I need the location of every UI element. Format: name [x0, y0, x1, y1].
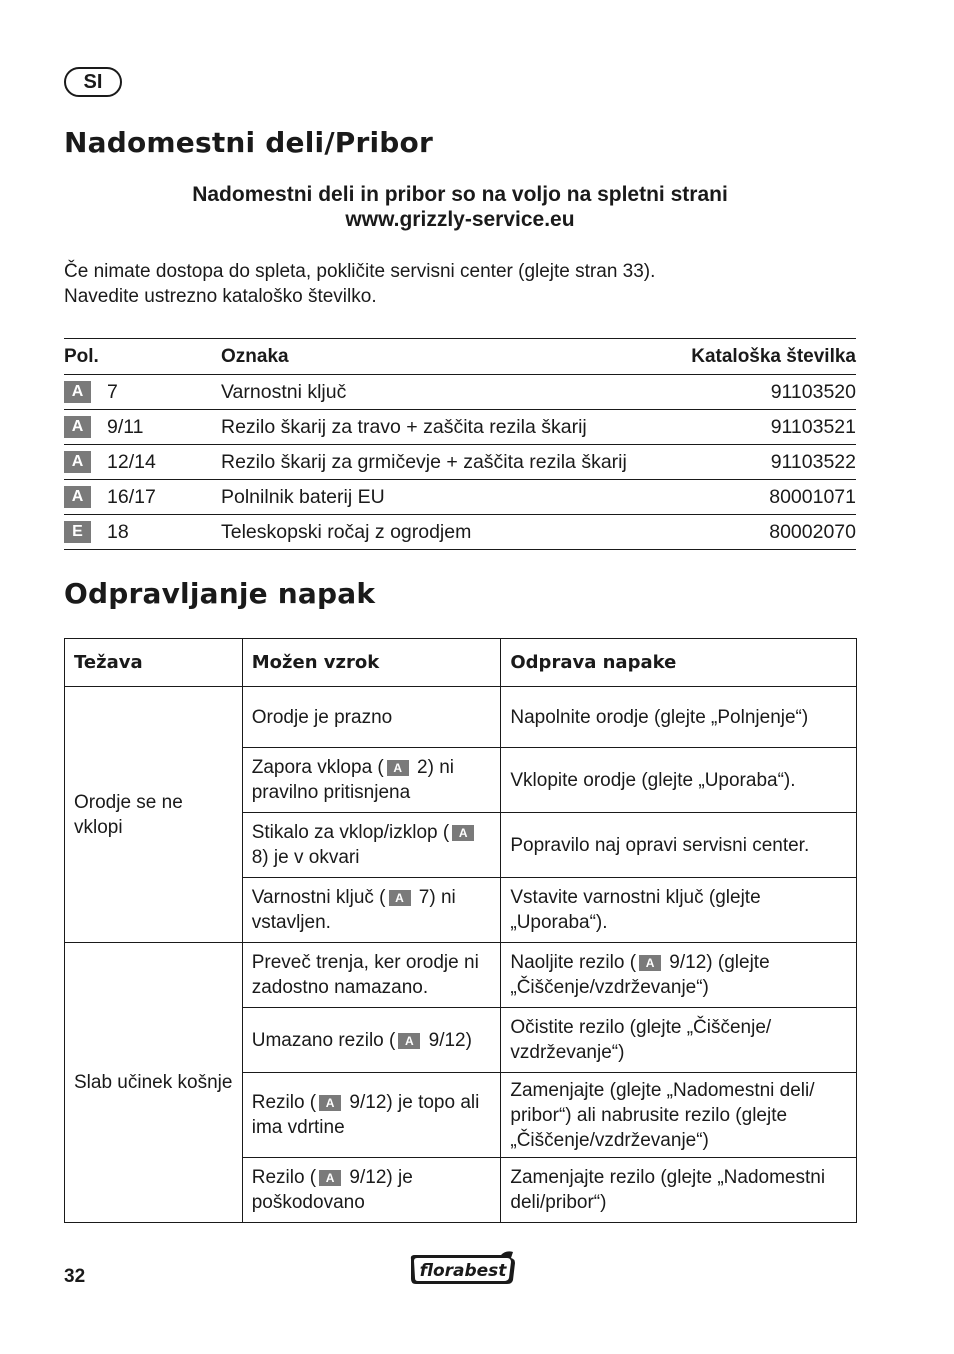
table-row	[64, 480, 856, 515]
remedy-cell: Popravilo naj opravi servisni center.	[501, 813, 857, 878]
page-number: 32	[64, 1266, 86, 1287]
header-name: Oznaka	[221, 339, 673, 375]
spare-parts-notice	[64, 182, 856, 232]
problem-cell: Orodje se ne vklopi	[65, 687, 243, 943]
cause-cell: Zapora vklopa ( A 2) ni pravilno pritisnjena	[242, 748, 501, 813]
table-row	[65, 943, 857, 1008]
part-name: Teleskopski ročaj z ogrodjem	[221, 515, 673, 550]
part-name: Rezilo škarij za travo + zaščita rezila škarij	[221, 410, 673, 445]
part-pos: 12/14	[107, 450, 156, 473]
remedy-cell: Zamenjajte rezilo (glejte „Nadomestni deli/pribor“)	[501, 1158, 857, 1223]
part-catalog-number: 80001071	[673, 480, 856, 515]
figure-ref-badge: A	[387, 760, 409, 776]
figure-ref-badge: A	[64, 486, 91, 508]
cause-cell: Orodje je prazno	[242, 687, 501, 748]
figure-ref-badge: A	[639, 955, 661, 971]
header-pos: Pol.	[64, 339, 221, 375]
part-pos: 16/17	[107, 485, 156, 508]
info-line-2: Navedite ustrezno kataloško številko.	[64, 286, 377, 307]
figure-ref-badge: E	[64, 521, 91, 543]
part-catalog-number: 91103522	[673, 445, 856, 480]
table-row	[64, 375, 856, 410]
remedy-cell: Zamenjajte (glejte „Nadomestni deli/ pribor“) ali nabrusite rezilo (glejte „Čiščenje/vzdrževanje“)	[501, 1073, 857, 1158]
table-row	[64, 445, 856, 480]
remedy-cell: Vklopite orodje (glejte „Uporaba“).	[501, 748, 857, 813]
remedy-cell: Očistite rezilo (glejte „Čiščenje/ vzdrževanje“)	[501, 1008, 857, 1073]
cause-cell: Rezilo ( A 9/12) je poškodovano	[242, 1158, 501, 1223]
figure-ref-badge: A	[64, 416, 91, 438]
part-catalog-number: 91103521	[673, 410, 856, 445]
figure-ref-badge: A	[319, 1170, 341, 1186]
cause-cell: Rezilo ( A 9/12) je topo ali ima vdrtine	[242, 1073, 501, 1158]
remedy-cell: Napolnite orodje (glejte „Polnjenje“)	[501, 687, 857, 748]
header-problem: Težava	[65, 639, 243, 687]
header-remedy: Odprava napake	[501, 639, 857, 687]
header-catalog: Kataloška številka	[673, 339, 856, 375]
service-info	[64, 259, 655, 309]
cause-cell: Stikalo za vklop/izklop ( A 8) je v okvari	[242, 813, 501, 878]
section-title-troubleshooting: Odpravljanje napak	[64, 577, 376, 610]
part-pos: 18	[107, 520, 129, 543]
spare-parts-table	[64, 338, 856, 550]
table-row	[64, 515, 856, 550]
troubleshooting-table	[64, 638, 857, 1223]
cause-cell: Preveč trenja, ker orodje ni zadostno namazano.	[242, 943, 501, 1008]
service-website: www.grizzly-service.eu	[345, 208, 575, 231]
cause-cell: Varnostni ključ ( A 7) ni vstavljen.	[242, 878, 501, 943]
figure-ref-badge: A	[452, 825, 474, 841]
part-pos: 7	[107, 380, 118, 403]
figure-ref-badge: A	[389, 890, 411, 906]
table-row	[65, 687, 857, 748]
figure-ref-badge: A	[319, 1095, 341, 1111]
info-line-1: Če nimate dostopa do spleta, pokličite servisni center (glejte stran 33).	[64, 261, 656, 282]
figure-ref-badge: A	[64, 381, 91, 403]
logo-wordmark: florabest	[419, 1261, 507, 1281]
florabest-logo	[407, 1249, 519, 1287]
header-cause: Možen vzrok	[242, 639, 501, 687]
cause-cell: Umazano rezilo ( A 9/12)	[242, 1008, 501, 1073]
language-badge: SI	[64, 67, 122, 97]
figure-ref-badge: A	[398, 1033, 420, 1049]
part-catalog-number: 91103520	[673, 375, 856, 410]
part-name: Rezilo škarij za grmičevje + zaščita rezila škarij	[221, 445, 673, 480]
part-name: Polnilnik baterij EU	[221, 480, 673, 515]
part-pos: 9/11	[107, 415, 144, 438]
remedy-cell: Naoljite rezilo ( A 9/12) (glejte „Čiščenje/vzdrževanje“)	[501, 943, 857, 1008]
parts-header-row	[64, 339, 856, 375]
figure-ref-badge: A	[64, 451, 91, 473]
trouble-header-row	[65, 639, 857, 687]
part-name: Varnostni ključ	[221, 375, 673, 410]
problem-cell: Slab učinek košnje	[65, 943, 243, 1223]
part-catalog-number: 80002070	[673, 515, 856, 550]
remedy-cell: Vstavite varnostni ključ (glejte „Uporaba“).	[501, 878, 857, 943]
table-row	[64, 410, 856, 445]
notice-line-1: Nadomestni deli in pribor so na voljo na spletni strani	[192, 183, 728, 206]
section-title-spare-parts: Nadomestni deli/Pribor	[64, 126, 433, 159]
